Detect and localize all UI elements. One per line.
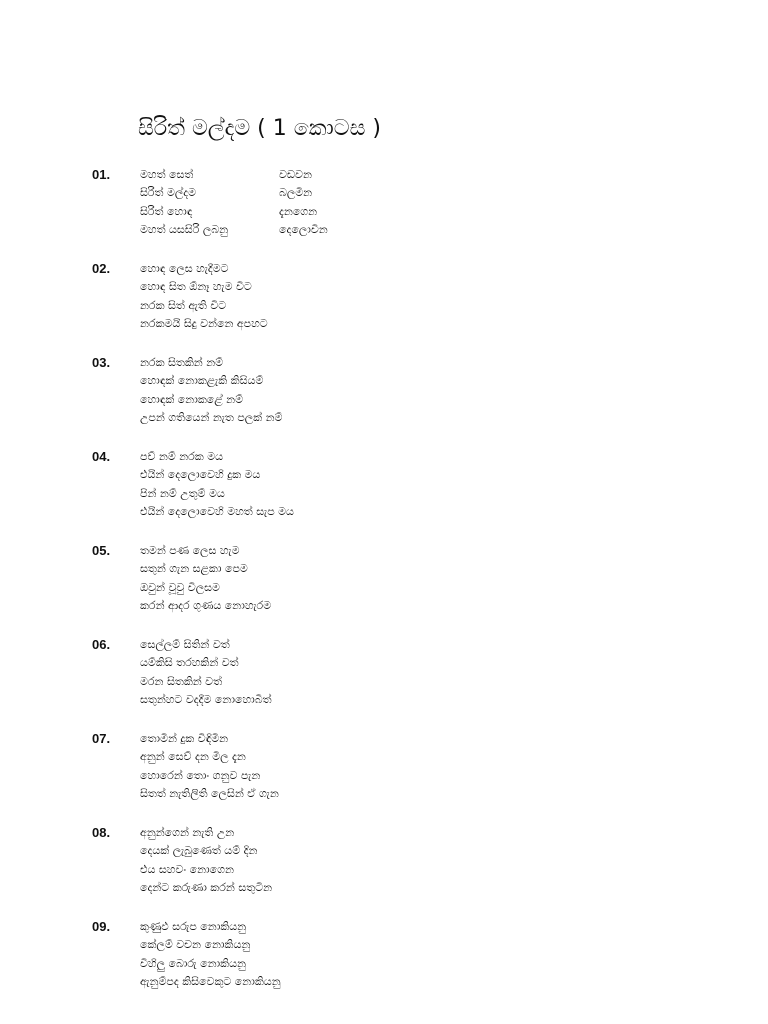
verse-line (140, 879, 279, 897)
verse-line (140, 918, 279, 936)
verse-line-text: මහත් යසසිරි ලබනු (140, 223, 229, 237)
verse-line (140, 391, 279, 409)
verse-line (140, 203, 328, 221)
verse-line (140, 260, 279, 278)
verse-line (140, 936, 279, 954)
verse-line (140, 184, 328, 202)
verse-line (140, 824, 279, 842)
verse-line-text: දෙයක් ලැබුණෙත් යම් දින (140, 844, 258, 858)
verse-line-text: එයින් දෙලොවෙහි දුක මය (140, 468, 261, 482)
verse-line-text: විහිලු බොරු නොකියනු (140, 956, 246, 970)
verse-line-text: පව් නම් නරක මය (140, 450, 224, 463)
verse-number: 03. (92, 355, 111, 370)
verse-line (140, 409, 283, 427)
verse-line-text: සතුන් ගැන සළකා පෙම (140, 562, 248, 576)
verse-line-text: සිරිත් මල්දම (140, 186, 197, 200)
verse-number: 04. (92, 449, 111, 464)
verse-line (140, 372, 279, 390)
verse-line-text: සිරිත් හොඳ (140, 204, 193, 218)
verse-line-text: කේලම් වචන නොකියනු (140, 938, 251, 952)
verse-line (140, 730, 279, 748)
verse-line (140, 466, 279, 484)
verse-line-gloss: වඩවන (279, 168, 312, 181)
verse-number: 01. (92, 167, 111, 182)
verse-line (140, 448, 279, 466)
verse-lines (140, 636, 279, 710)
verse-line-text: එයින් දෙලොවෙහි මහත් සැප මය (140, 505, 294, 519)
verse-lines (140, 354, 283, 428)
verse-line (140, 691, 279, 709)
verse-line-text: සිතත් නැතිලිති ලෙසින් ඒ ගැන (140, 787, 279, 801)
verse-number: 09. (92, 919, 111, 934)
verse-line (140, 748, 279, 766)
verse-line-text: හොඳක් නොකළැකි කිසියම් (140, 374, 264, 388)
verse-line-text: හොඳ ලෙස හැදීමට (140, 262, 229, 275)
verse-line (140, 503, 294, 521)
verse-line (140, 579, 279, 597)
verse-number: 08. (92, 825, 111, 840)
verse-line-gloss: බලමින (279, 186, 313, 200)
verse-line (140, 166, 328, 184)
verse-line-text: හොඳ සිත ඕනෑ හැම විට (140, 280, 252, 294)
verse-lines (140, 542, 279, 616)
verse-line (140, 955, 279, 973)
verse-line-text: ඇනුම්පද කිසිවෙකුට නොකියනු (140, 975, 281, 989)
verse-line (140, 673, 279, 691)
verse-line-text: තමන් පණ ලෙස හැම (140, 544, 240, 557)
verse-number: 07. (92, 731, 111, 746)
verse-line (140, 597, 279, 615)
verse-line-text: සතුන්හට වදදීම නොහොබීත් (140, 693, 272, 707)
verse-line-text: මරන සිතකින් වත් (140, 674, 223, 688)
verse-line (140, 542, 279, 560)
page-title: සිරිත් මල්දම ( 1 කොටස ) (138, 116, 382, 141)
verse-number: 02. (92, 261, 111, 276)
verse-line-text: ඔවුන් වූවු විලසම (140, 580, 220, 594)
verse-line (140, 767, 279, 785)
verse-line-text: නරක සිතකින් නම් (140, 356, 224, 369)
verse-line (140, 278, 279, 296)
verse-line (140, 315, 279, 333)
verse-line-text: සෙල්ලම් සිතින් වත් (140, 638, 230, 651)
verse-line (140, 354, 279, 372)
verse-line-text: නරකමයි සිදු වන්නෙ අපහට (140, 317, 268, 331)
verse-line-gloss: දෙලොවින (279, 223, 328, 237)
verse-line (140, 485, 279, 503)
verse-line-text: නරක සිත් ඇති විට (140, 298, 227, 312)
verse-line (140, 221, 328, 239)
verse-line-text: පින් නම් උතුම් මය (140, 486, 225, 500)
verse-line-text: අනුන් සෙව් දන මිල දැන (140, 750, 246, 764)
verse-line-text: උපන් ගතියෙන් නැත පලක් නම් (140, 411, 283, 425)
verse-number: 06. (92, 637, 111, 652)
verse-line-text: එය සහවං නොගෙන (140, 862, 234, 876)
verse-line-text: තොමින් දුක විඳිමින (140, 732, 229, 745)
verse-number: 05. (92, 543, 111, 558)
verse-lines (140, 448, 294, 522)
verse-lines (140, 824, 279, 898)
verse-lines (140, 260, 279, 334)
verse-line-gloss: දැනගෙන (279, 204, 318, 218)
verse-line-text: අනුන්ගෙන් නැති උන (140, 826, 235, 839)
verse-line-text: කරන් ආදර ගුණය නොහැරම (140, 599, 272, 613)
verse-line-text: මහත් සෙත් (140, 168, 194, 181)
verse-line (140, 842, 279, 860)
verse-line (140, 297, 279, 315)
verse-line (140, 973, 279, 991)
verse-line-text: හොරෙන් තොං ගනුව පැන (140, 768, 261, 782)
verse-lines (140, 166, 328, 240)
verse-lines (140, 918, 279, 992)
verse-line (140, 861, 279, 879)
verse-line (140, 785, 279, 803)
verse-line (140, 636, 279, 654)
verse-line-text: හොඳක් නොකළේ නම් (140, 392, 244, 406)
verse-line (140, 654, 279, 672)
verse-line-text: දෙන්ට කරුණා කරන් සතුටින (140, 881, 272, 895)
verse-lines (140, 730, 279, 804)
verse-line (140, 560, 279, 578)
verse-line-text: යම්කිසි තරහකින් වත් (140, 656, 239, 670)
verse-line-text: කුණුඵ සරුප නොකියනු (140, 920, 247, 933)
